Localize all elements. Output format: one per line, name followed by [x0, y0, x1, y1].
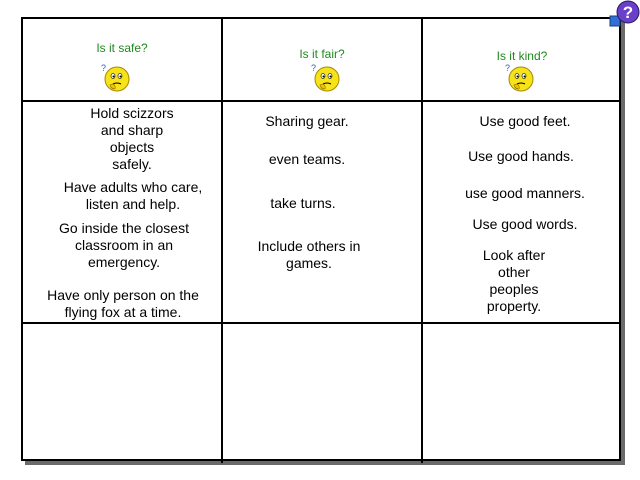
- text-line: Look after: [482, 247, 546, 263]
- empty-cell: [223, 324, 421, 459]
- fair-item: [243, 195, 363, 212]
- empty-cell: [423, 324, 619, 459]
- kind-item: [447, 113, 603, 130]
- text-line: property.: [486, 298, 542, 314]
- thinking-face-icon: [505, 61, 535, 93]
- text-line: Have only person on the: [47, 287, 199, 303]
- heading-kind: Is it kind?: [496, 49, 548, 63]
- text-line: Include others in: [257, 238, 361, 254]
- text-line: Sharing gear.: [265, 113, 349, 129]
- safe-item: [37, 287, 209, 321]
- help-label: ?: [622, 3, 634, 22]
- safe-item: [87, 105, 177, 173]
- text-line: even teams.: [268, 151, 346, 167]
- text-line: listen and help.: [85, 196, 181, 212]
- text-line: take turns.: [270, 195, 336, 211]
- svg-text:?: ?: [311, 63, 317, 73]
- text-line: other: [498, 264, 530, 280]
- thinking-face-icon: [101, 61, 131, 93]
- heading-safe: Is it safe?: [96, 41, 148, 55]
- heading-fair: Is it fair?: [299, 47, 345, 61]
- safe-item: [49, 220, 199, 271]
- fair-item: [247, 151, 367, 168]
- text-line: classroom in an: [74, 237, 174, 253]
- text-line: flying fox at a time.: [64, 304, 182, 320]
- kind-item: [459, 247, 569, 315]
- text-line: Go inside the closest: [59, 220, 189, 236]
- kind-item: [447, 185, 603, 202]
- svg-text:?: ?: [101, 63, 107, 73]
- text-line: Hold scizzors: [90, 105, 174, 121]
- thinking-face-icon: [311, 61, 341, 93]
- text-line: Use good feet.: [479, 113, 571, 129]
- empty-cell: [23, 324, 221, 459]
- text-line: emergency.: [87, 254, 161, 270]
- text-line: use good manners.: [465, 185, 585, 201]
- header-divider: [23, 100, 619, 102]
- safe-item: [55, 179, 211, 213]
- text-line: and sharp: [100, 122, 164, 138]
- fair-item: [247, 238, 371, 272]
- kind-item: [447, 216, 603, 233]
- text-line: Use good words.: [472, 216, 578, 232]
- text-line: objects: [109, 139, 155, 155]
- text-line: safely.: [112, 156, 152, 172]
- text-line: peoples: [489, 281, 539, 297]
- text-line: Have adults who care,: [63, 179, 203, 195]
- help-question-icon[interactable]: [608, 0, 640, 30]
- text-line: games.: [286, 255, 332, 271]
- kind-item: [443, 148, 599, 165]
- svg-text:?: ?: [505, 63, 511, 73]
- fair-item: [247, 113, 367, 130]
- text-line: Use good hands.: [468, 148, 574, 164]
- values-table: [21, 17, 621, 461]
